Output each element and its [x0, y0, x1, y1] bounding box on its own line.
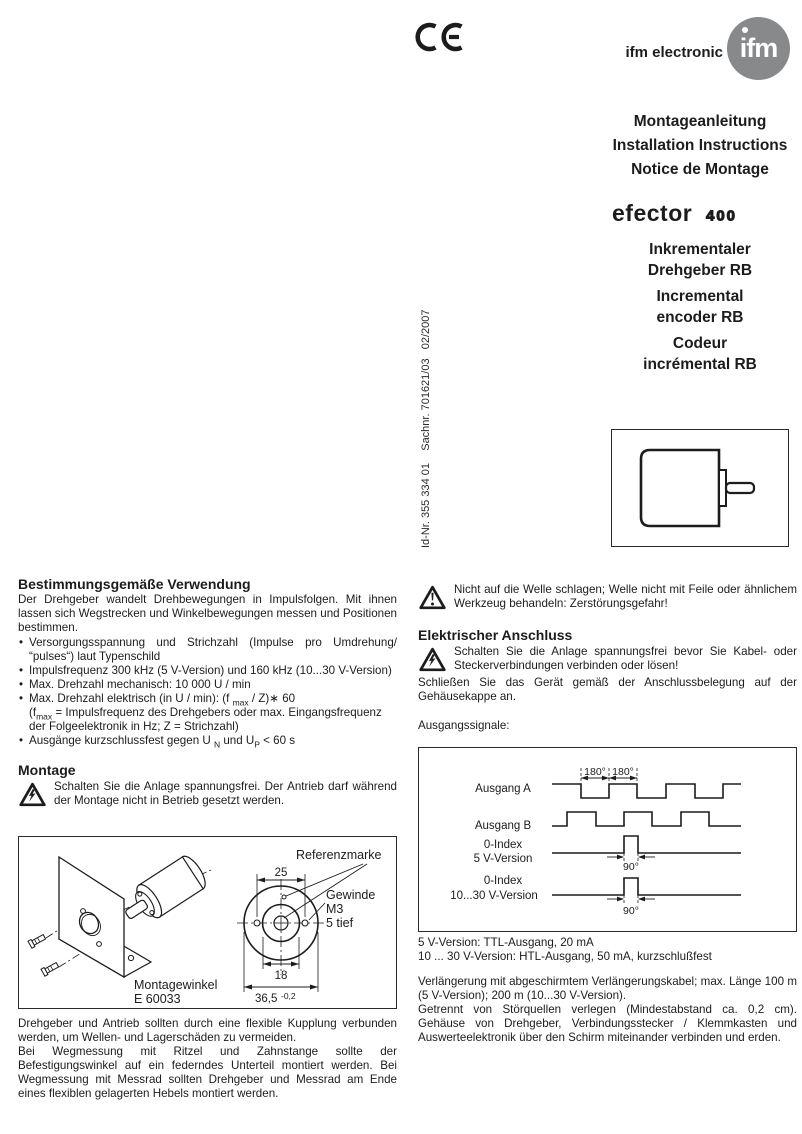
- usage-bullet-5-sub1: N: [213, 739, 221, 750]
- encoder-drawing: [612, 430, 786, 544]
- product-title-en-2: encoder RB: [656, 308, 744, 326]
- coupling-paragraph: Drehgeber und Antrieb sollten durch eine flexible Kupplung verbunden werden, um Wellen- und Lagerschäden zu vermeiden.: [18, 1017, 397, 1044]
- montage-warning: [18, 780, 397, 808]
- doc-number: Id-Nr. 355 334 01 Sachnr. 701621/03 02/2007: [420, 309, 432, 548]
- usage-bullet-5-mid: und U: [220, 734, 255, 747]
- efector-logo-suffix: 400: [706, 207, 738, 225]
- dim-25-label: 25: [274, 867, 288, 879]
- montage-heading: Montage: [18, 762, 76, 778]
- gewinde-label-2: M3: [326, 902, 344, 916]
- product-title-block: [560, 240, 802, 375]
- index30-label-2: 10...30 V-Version: [450, 890, 538, 902]
- usage-bullet-5-pre: Ausgänge kurzschlussfest gegen U: [29, 734, 214, 747]
- usage-bullet-5-sub2: P: [254, 739, 260, 750]
- gewinde-label-1: Gewinde: [326, 888, 376, 902]
- index5-label-1: 0-Index: [483, 839, 523, 851]
- product-title-de-2: Drehgeber RB: [647, 261, 753, 279]
- product-title-de-1: Inkrementaler: [649, 241, 751, 258]
- channel-b-label: Ausgang B: [474, 820, 532, 832]
- doc-number-vertical-wrap: [420, 309, 659, 560]
- efector-logo: [560, 201, 802, 232]
- doc-title-de: Montageanleitung: [633, 113, 767, 130]
- bracket-label-1: Montagewinkel: [134, 978, 218, 992]
- brand-name: ifm electronic: [625, 44, 723, 61]
- ce-mark-icon: [414, 20, 466, 54]
- lightning-warning-icon: [18, 781, 47, 808]
- usage-bullet-4-pre: Max. Drehzahl elektrisch (in U / min): (f: [29, 692, 233, 705]
- usage-bullet-4b-pre: (f: [29, 706, 37, 719]
- signal-diagram-frame: [418, 747, 797, 932]
- usage-bullet-3: • Max. Drehzahl mechanisch: 10 000 U / min: [18, 678, 397, 692]
- exclamation-warning-icon: [418, 584, 447, 611]
- dim-18-label: 18: [274, 970, 288, 982]
- product-title-fr-1: Codeur: [672, 335, 728, 352]
- bracket-label-2: E 60033: [134, 992, 181, 1006]
- mounting-figure: [19, 837, 394, 1006]
- shaft-warning: [418, 583, 797, 611]
- connection-note: Schließen Sie das Gerät gemäß der Anschlussbelegung auf der Gehäusekappe an.: [418, 676, 797, 703]
- doc-title-fr: Notice de Montage: [631, 161, 769, 178]
- electrical-warning: [418, 645, 797, 673]
- electrical-heading: Elektrischer Anschluss: [418, 627, 573, 643]
- deg90-label-1: 90°: [623, 861, 639, 873]
- extension-note: Verlängerung mit abgeschirmtem Verlängerungskabel; max. Länge 100 m (5 V-Version); 200 m (10...30 V-Version).: [418, 975, 797, 1002]
- htl-version-line: 10 ... 30 V-Version: HTL-Ausgang, 50 mA, kurzschlußfest: [418, 950, 712, 963]
- deg180-label-1: 180°: [584, 766, 606, 778]
- signal-diagram: [419, 748, 794, 929]
- shaft-warning-text: Nicht auf die Welle schlagen; Welle nicht mit Feile oder ähnlichem Werkzeug behandeln: Zerstörungsgefahr!: [454, 583, 797, 610]
- lightning-warning-icon: [418, 646, 447, 673]
- mounting-figure-frame: [18, 836, 397, 1009]
- efector-logo-text: efector: [612, 201, 693, 226]
- deg90-label-2: 90°: [623, 905, 639, 917]
- gewinde-label-3: 5 tief: [326, 916, 354, 930]
- channel-a-label: Ausgang A: [475, 783, 531, 795]
- usage-bullet-4b-sub: max: [36, 711, 53, 722]
- output-signals-label: Ausgangssignale:: [418, 719, 510, 732]
- deg180-label-2: 180°: [612, 766, 634, 778]
- doc-title-en: Installation Instructions: [612, 137, 788, 154]
- ifm-logo-dot-icon: [742, 27, 748, 33]
- usage-bullet-4b-post: = Impulsfrequenz des Drehgebers oder max. Eingangsfrequenz der Folgeelektronik in Hz; Z = Strichzahl): [29, 706, 382, 733]
- usage-bullet-4: [18, 692, 397, 706]
- dim-365-label: 36,5: [255, 993, 278, 1005]
- usage-bullet-5: [18, 734, 397, 748]
- referenzmarke-label: Referenzmarke: [296, 848, 382, 862]
- electrical-warning-text: Schalten Sie die Anlage spannungsfrei bevor Sie Kabel- oder Steckerverbindungen verbinden oder lösen!: [454, 645, 797, 672]
- ttl-version-line: 5 V-Version: TTL-Ausgang, 20 mA: [418, 936, 594, 949]
- montage-warning-text: Schalten Sie die Anlage spannungsfrei. Der Antrieb darf während der Montage nicht in Betrieb gesetzt werden.: [54, 780, 397, 807]
- usage-bullet-4-note: [18, 706, 397, 734]
- index30-label-1: 0-Index: [483, 875, 523, 887]
- shielding-note: Getrennt von Störquellen verlegen (Mindestabstand ca. 0,2 cm). Gehäuse von Drehgeber, Verbindungsstecker / Klemmkasten und Auswerteelektronik über den Schirm miteinander verbinden und erden.: [418, 1003, 797, 1044]
- usage-intro: Der Drehgeber wandelt Drehbewegungen in Impulsfolgen. Mit ihnen lassen sich Wegstrecken und Winkelbewegungen messen und Positionen bestimmen.: [18, 593, 397, 634]
- ifm-logo: [727, 17, 790, 80]
- usage-bullet-2: • Impulsfrequenz 300 kHz (5 V-Version) und 160 kHz (10...30 V-Version): [18, 664, 397, 678]
- ifm-logo-monogram: ifm: [739, 33, 778, 63]
- usage-bullet-4-sub: max: [232, 697, 249, 708]
- encoder-image-frame: [611, 429, 789, 547]
- usage-bullet-4-post: / Z)∗ 60: [248, 692, 296, 705]
- usage-bullet-5-post: < 60 s: [259, 734, 296, 747]
- product-title-en-1: Incremental: [656, 288, 744, 305]
- index5-label-2: 5 V-Version: [473, 853, 533, 865]
- measurement-paragraph: Bei Wegmessung mit Ritzel und Zahnstange sollte der Befestigungswinkel auf ein federndes Unterteil montiert werden. Bei Wegmessung mit Messrad sollten Drehgeber und Messrad am Ende eines flexiblen gelagerten Hebels montiert werden.: [18, 1045, 397, 1100]
- dim-365-tolerance: -0,2: [281, 991, 296, 1001]
- product-title-fr-2: incrémental RB: [643, 355, 757, 373]
- usage-bullet-list: [18, 636, 397, 748]
- usage-bullet-1: • Versorgungsspannung und Strichzahl (Impulse pro Umdrehung/ “pulses“) laut Typenschild: [18, 636, 397, 664]
- doc-title-block: [560, 110, 802, 182]
- usage-heading: Bestimmungsgemäße Verwendung: [18, 576, 251, 592]
